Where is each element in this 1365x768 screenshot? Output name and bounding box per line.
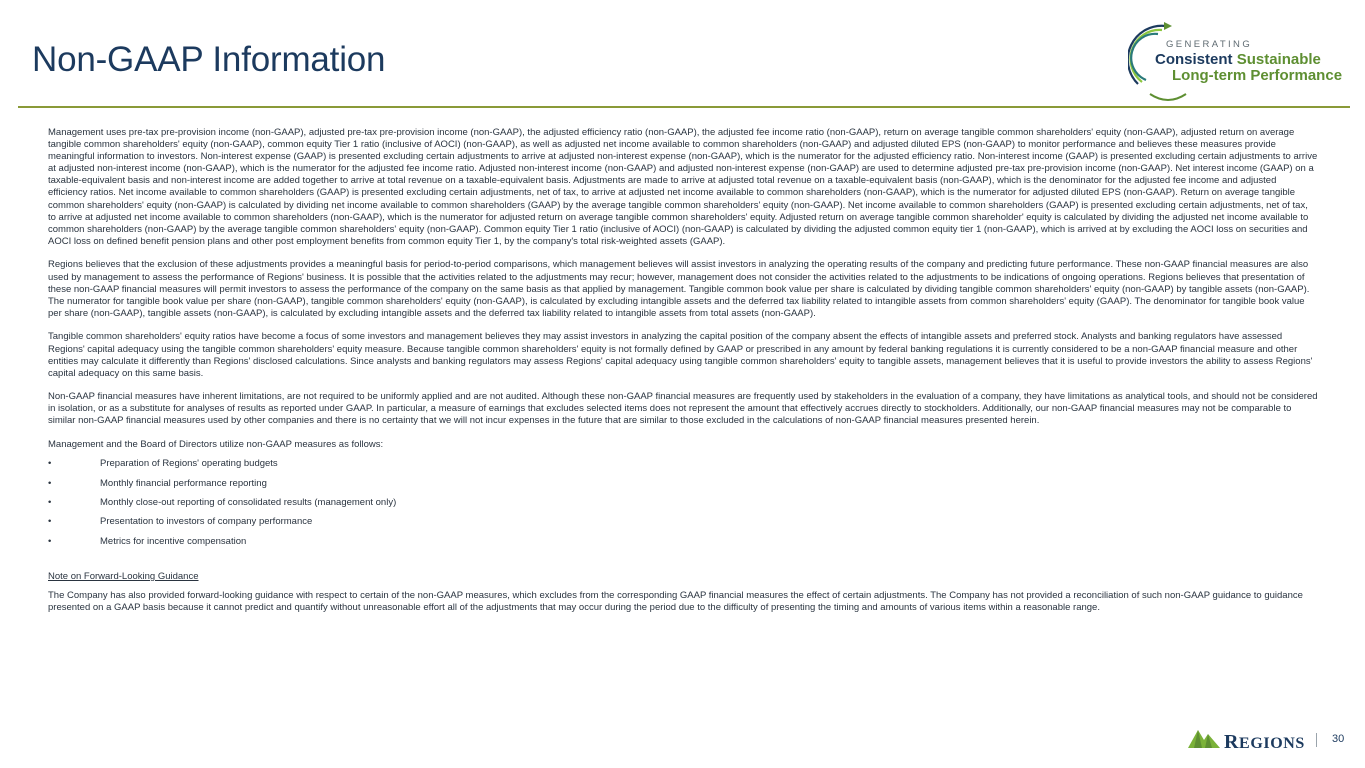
footer-separator (1316, 733, 1317, 747)
logo-generating-text: GENERATING (1166, 39, 1253, 50)
note-heading: Note on Forward-Looking Guidance (48, 571, 199, 583)
list-item-text: Monthly close-out reporting of consolidated results (management only) (100, 496, 397, 508)
list-item (48, 458, 1318, 477)
list-item-text: Metrics for incentive compensation (100, 535, 247, 547)
logo-tagline-line2 (1155, 51, 1321, 68)
page-number: 30 (1332, 733, 1345, 745)
bullet-icon: • (48, 496, 52, 508)
logo-sustainable-text: Sustainable (1236, 51, 1321, 68)
list-item (48, 536, 1318, 555)
paragraph-tangible-equity: Tangible common shareholders' equity ratios have become a focus of some investors and management believes they may assist investors in analyzing the capital position of the company absent the effects of intangible assets and preferred stock. Analysts and banking regulators have assessed Regions' capital adequacy using the tangible common shareholders' equity measure. Because tangible common shareholders' equity is not formally defined by GAAP or prescribed in any amount by federal banking regulations it is currently considered to be a non-GAAP financial measure and other entities may calculate it differently than Regions' disclosed calculations. Since analysts and banking regulators may assess Regions' capital adequacy using tangible common shareholders' equity to tangible assets, management believes that it is useful to provide investors the ability to assess Regions' capital adequacy on this same basis. (48, 331, 1313, 379)
list-item (48, 497, 1318, 516)
usage-list (48, 458, 1318, 555)
note-text: The Company has also provided forward-looking guidance with respect to certain of the non-GAAP measures, which excludes from the corresponding GAAP financial measures the effect of certain adjustments. The Company has not provided a reconciliation of such non-GAAP guidance to guidance presented on a GAAP basis because it cannot predict and quantify without unreasonable effort all of the adjustments that may occur during the period due to the difficulty of presenting the timing and amounts of various items within a reasonable range. (48, 590, 1303, 614)
list-item-text: Preparation of Regions' operating budgets (100, 458, 278, 470)
regions-logo (1188, 728, 1308, 752)
paragraph-measures: Management uses pre-tax pre-provision income (non-GAAP), adjusted pre-tax pre-provision income (non-GAAP), the adjusted efficiency ratio (non-GAAP), the adjusted fee income ratio (non-GAAP), return on average tangible common shareholders' equity (non-GAAP), adjusted return on average tangible common shareholders' equity (non-GAAP), common equity Tier 1 ratio (inclusive of AOCI) (non-GAAP), as well as adjusted net income available to common shareholders (non-GAAP) and adjusted diluted EPS (non-GAAP) to monitor performance and believes these measures provide meaningful information to investors. Non-interest expense (GAAP) is presented excluding certain adjustments to arrive at adjusted non-interest expense (non-GAAP), which is the numerator for the adjusted efficiency ratio. Non-interest income (GAAP) is presented excluding certain adjustments to arrive at adjusted non-interest income (non-GAAP), which is the numerator for the adjusted fee income ratio. Adjusted non-interest income (non-GAAP) and adjusted non-interest expense (non-GAAP) are used to determine adjusted pre-tax pre-provision income (non-GAAP). Net interest income (GAAP) on a taxable-equivalent basis and non-interest income are added together to arrive at total revenue on a taxable-equivalent basis. Adjustments are made to arrive at adjusted total revenue on a taxable-equivalent basis (non-GAAP), which is the denominator for the adjusted fee income and adjusted efficiency ratios. Net income available to common shareholders (GAAP) is presented excluding certain adjustments, net of tax, to arrive at adjusted net income available to common shareholders (non-GAAP), which is the numerator for adjusted diluted EPS (non-GAAP). Return on average tangible common shareholders' equity (non-GAAP) is calculated by dividing net income available to common shareholders (GAAP) by the average tangible common shareholders' equity (non-GAAP). Net income available to common shareholders (GAAP) is presented excluding certain adjustments, net of tax, to arrive at adjusted net income available to common shareholders (non-GAAP), which is the numerator for adjusted return on average tangible common shareholders' equity. Adjusted return on average tangible common shareholder' equity is calculated by dividing the adjusted net income available to common shareholders (non-GAAP) by the average tangible common shareholders' equity (non-GAAP). Common equity Tier 1 ratio (inclusive of AOCI) (non-GAAP) is calculated by dividing the adjusted common equity tier 1 (non-GAAP), which is arrived at by excluding the AOCI loss on securities and AOCI loss on defined benefit pension plans and other post employment benefits from common equity Tier 1, by the company's total risk-weighted assets (GAAP). (48, 127, 1318, 247)
regions-pyramid-icon (1188, 728, 1220, 750)
list-intro: Management and the Board of Directors utilize non-GAAP measures as follows: (48, 439, 384, 451)
list-item (48, 478, 1318, 497)
body-content (48, 127, 1318, 626)
paragraph-limitations: Non-GAAP financial measures have inherent limitations, are not required to be uniformly applied and are not audited. Although these non-GAAP financial measures are frequently used by stakeholders in the evaluation of a company, they have limitations as analytical tools, and should not be considered in isolation, or as a substitute for analyses of results as reported under GAAP. In particular, a measure of earnings that excludes selected items does not represent the amount that effectively accrues directly to stockholders. Additionally, our non-GAAP financial measures may not be comparable to similar non-GAAP financial measures used by other companies and there is no certainty that we will not incur expenses in the future that are similar to those excluded in the calculations of non-GAAP financial measures presented herein. (48, 391, 1318, 427)
title-divider (18, 106, 1350, 108)
generating-logo (1128, 20, 1350, 102)
bullet-icon: • (48, 535, 52, 547)
bullet-icon: • (48, 516, 52, 528)
list-item-text: Monthly financial performance reporting (100, 477, 267, 489)
page-title: Non-GAAP Information (32, 40, 386, 79)
bullet-icon: • (48, 477, 52, 489)
list-item-text: Presentation to investors of company performance (100, 516, 313, 528)
regions-wordmark: REGIONS (1224, 731, 1305, 753)
logo-tagline-line3: Long-term Performance (1172, 67, 1343, 84)
logo-consistent-text: Consistent (1155, 51, 1233, 68)
paragraph-adjustments: Regions believes that the exclusion of these adjustments provides a meaningful basis for period-to-period comparisons, which management believes will assist investors in analyzing the operating results of the company and predicting future performance. These non-GAAP financial measures are also used by management to assess the performance of Regions' business. It is possible that the activities related to the adjustments may recur; however, management does not consider the activities related to the adjustments to be indications of ongoing operations. Regions believes that presentation of these non-GAAP financial measures will permit investors to assess the performance of the company on the same basis as that applied by management. Tangible common book value per share is calculated by dividing tangible common shareholders' equity (non-GAAP) by tangible assets (non-GAAP). The numerator for tangible book value per share (non-GAAP), tangible common shareholders' equity (non-GAAP), is calculated by excluding intangible assets and the deferred tax liability related to intangible assets from common shareholders' equity (GAAP). The denominator for tangible book value per share (non-GAAP), tangible assets (non-GAAP), is calculated by excluding intangible assets and the deferred tax liability related to intangible assets from total assets (non-GAAP). (48, 259, 1310, 319)
bullet-icon: • (48, 458, 52, 470)
list-item (48, 516, 1318, 535)
